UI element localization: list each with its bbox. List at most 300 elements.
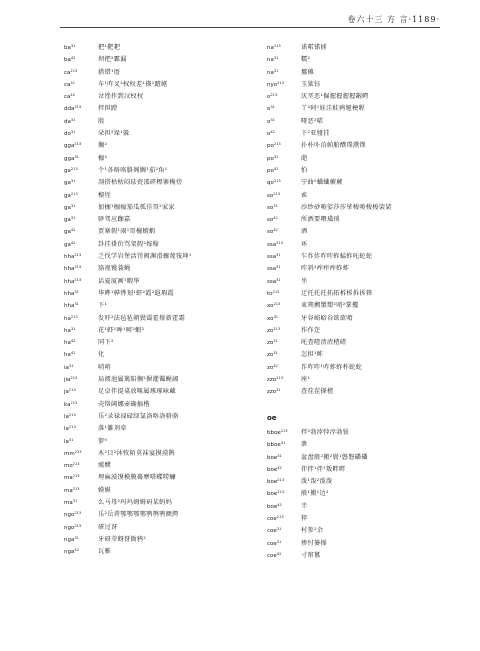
pinyin-syllable: o: [267, 94, 271, 101]
character-list: 貉视镬蓑蝇: [98, 265, 131, 273]
pinyin-syllable: ca: [64, 81, 71, 88]
character-list: 把¹靶耙: [98, 44, 121, 51]
dictionary-entry: [64, 384, 254, 396]
pinyin-syllable: na: [267, 57, 274, 64]
pinyin-syllable: coe: [267, 552, 277, 559]
character-list: 宁曲²蛐蛐蕨蕨: [301, 179, 343, 187]
tone-number: 213: [280, 428, 288, 433]
character-list: 牙砑芽蚜伢衙鸦²: [98, 535, 147, 543]
pinyin-syllable: so: [267, 192, 274, 199]
dictionary-entry: [267, 52, 447, 64]
section-heading: oe: [267, 413, 277, 422]
tone-number: 213: [74, 142, 82, 147]
character-list: 瘼醭: [98, 462, 111, 470]
tone-number: 31: [74, 289, 79, 294]
character-list: 挪傩: [301, 68, 314, 76]
tone-number: 213: [70, 314, 78, 319]
dictionary-entry: [267, 138, 447, 150]
character-list: 乐²岳谔鄂鄂鄂鄂鹗鹗鹗额腭: [98, 511, 179, 519]
pinyin-syllable: ca: [64, 69, 71, 76]
character-list: 乐²录禄禄碌绿氯洛咯洛骆骆: [98, 412, 179, 420]
character-list: 华晔¹骅铧划¹虾²霞²遐瑕霞: [98, 289, 174, 297]
tone-number: 213: [74, 265, 82, 270]
tone-number: 31: [276, 277, 281, 282]
pinyin-syllable: po: [267, 167, 274, 174]
dictionary-entry: [267, 523, 447, 535]
tone-number: 42: [276, 551, 282, 556]
pinyin-syllable: ma: [64, 487, 73, 494]
dictionary-entry: [267, 323, 447, 335]
character-list: 扑朴卟泊帕舶醭璞濮镤: [301, 142, 366, 150]
character-list: 糯²: [301, 56, 311, 64]
dictionary-entry: [64, 532, 254, 544]
tone-number: 213: [68, 425, 76, 430]
dictionary-entry: [64, 470, 254, 482]
character-list: 岔锉拃到汉杈杈: [98, 93, 144, 101]
pinyin-label: [267, 548, 301, 562]
dictionary-entry: [64, 163, 254, 175]
tone-number: 42: [273, 166, 279, 171]
left-column: [64, 40, 254, 556]
character-list: 怎担¹鲊: [301, 351, 324, 359]
character-list: 迁托托托拓拓柝柝拆拆箨: [301, 289, 373, 297]
character-list: 花¹虾¹哞¹呵²蝦²: [98, 326, 145, 334]
pinyin-syllable: da: [64, 118, 71, 125]
character-list: 坝把²霸漏: [98, 56, 127, 64]
pinyin-syllable: o: [267, 131, 271, 138]
dictionary-entry: [64, 249, 254, 261]
pinyin-syllable: la: [64, 438, 69, 445]
dictionary-entry: [64, 335, 254, 347]
character-list: 玉狱钰: [301, 80, 321, 88]
character-list: 驿驾应跏嘉: [98, 216, 131, 224]
dictionary-entry: [267, 548, 447, 560]
tone-number: 31: [273, 314, 279, 319]
pinyin-syllable: hha: [64, 254, 75, 261]
dictionary-entry: [64, 40, 254, 52]
character-list: 诺喏锘掳: [301, 44, 327, 51]
character-list: 泄: [301, 441, 308, 449]
tone-number: 31: [74, 302, 79, 307]
tone-number: 31: [70, 80, 75, 85]
pinyin-syllable: ssa: [267, 241, 277, 248]
tone-number: 42: [277, 502, 282, 507]
tone-number: 213: [273, 44, 281, 48]
tone-number: 213: [70, 400, 78, 405]
dictionary-entry: [267, 384, 447, 396]
tone-number: 31: [70, 130, 76, 135]
character-list: 剖搭枯枯闷珐瓷邵碎檫寨桷傍: [98, 179, 183, 187]
tone-number: 42: [70, 351, 76, 356]
pinyin-syllable: ga: [64, 204, 71, 211]
character-list: 车¹咋叉²权杈差¹搽¹蹅岖: [98, 80, 168, 88]
character-list: 诈咋咋¹咋蚱蚱柞蛇蛇: [301, 363, 363, 371]
character-list: 乏伐学岩堡活罚阀渊滑骤蔑筏坤¹: [98, 253, 192, 261]
pinyin-syllable: xo: [267, 315, 274, 322]
pinyin-syllable: boe: [267, 503, 278, 510]
dictionary-entry: [64, 77, 254, 89]
character-list: 个¹各咯咯胳阁搁¹茄²角¹: [98, 166, 168, 174]
pinyin-syllable: ngo: [64, 524, 75, 531]
character-list: 下²亚娅挂: [301, 130, 330, 138]
pinyin-syllable: zo: [267, 364, 274, 371]
character-list: 埋麻漠馍模膜蓦摩嗒蝶唠蠊: [98, 474, 176, 482]
pinyin-syllable: ma: [64, 475, 73, 482]
page-header: 卷六十三 方 言·1189·: [347, 15, 440, 24]
character-list: 拌担蹬: [98, 105, 118, 113]
tone-number: 213: [70, 68, 78, 73]
pinyin-syllable: boe: [267, 479, 278, 486]
tone-number: 42: [74, 548, 79, 553]
character-list: 箩⁰: [98, 437, 108, 445]
dictionary-entry: [64, 495, 254, 507]
tone-number: 42: [270, 130, 275, 135]
character-list: 足卓伴提桌放啄属琢琢咏藏: [98, 388, 176, 396]
tone-number: 31: [270, 105, 275, 110]
dictionary-entry: [64, 360, 254, 372]
tone-number: 31: [74, 535, 79, 540]
dictionary-entry: [64, 434, 254, 446]
character-list: 加枷¹枷痂笳瓜孤佳哥²家家: [98, 203, 175, 211]
pinyin-syllable: ngo: [64, 512, 75, 519]
dictionary-entry: [64, 409, 254, 421]
character-list: 村参²余: [301, 527, 324, 535]
tone-number: 213: [273, 326, 281, 331]
tone-number: 31: [70, 179, 76, 184]
character-list: 搁²: [98, 142, 108, 150]
character-list: 枷²: [98, 154, 108, 162]
character-list: 殷: [98, 117, 105, 125]
pinyin-syllable: gga: [64, 155, 75, 162]
tone-number: 31: [273, 68, 279, 73]
dictionary-entry: [267, 274, 447, 286]
character-list: 嫫嫫: [98, 486, 111, 494]
dictionary-entry: [267, 286, 447, 298]
dictionary-entry: [267, 224, 447, 236]
tone-number: 213: [277, 478, 285, 483]
pinyin-syllable: po: [267, 143, 274, 150]
dictionary-entry: [64, 114, 254, 126]
dictionary-entry: [64, 347, 254, 359]
character-list: 措错¹厝: [98, 68, 121, 76]
character-list: 么马母²玛玛姆姆码某蚂妈: [98, 498, 173, 506]
pinyin-syllable: ia: [64, 364, 69, 371]
tone-number: 42: [70, 228, 76, 233]
character-list: 洒: [301, 228, 308, 236]
pinyin-syllable: na: [267, 69, 274, 76]
character-list: 怕: [301, 166, 308, 174]
tone-number: 31: [74, 154, 79, 159]
pinyin-syllable: ba: [64, 45, 71, 51]
character-list: 话夏厦画¹暇华: [98, 277, 140, 285]
dictionary-entry: [267, 474, 447, 486]
pinyin-syllable: gga: [64, 143, 75, 150]
dictionary-entry: [64, 446, 254, 458]
tone-number: 213: [273, 142, 281, 147]
tone-number: 213: [272, 289, 280, 294]
dictionary-entry: [267, 163, 447, 175]
character-list: 泼¹泼²泼泼: [301, 478, 333, 486]
tone-number: 31: [70, 203, 76, 208]
pinyin-label: [64, 544, 98, 558]
dictionary-entry: [64, 101, 254, 113]
pinyin-syllable: ja: [64, 389, 69, 396]
tone-number: 31: [276, 388, 281, 393]
pinyin-syllable: boe: [267, 466, 278, 473]
tone-number: 213: [74, 253, 82, 258]
tone-number: 42: [273, 216, 278, 221]
pinyin-syllable: po: [267, 155, 274, 162]
dictionary-entry: [267, 536, 447, 548]
character-list: 落¹雒剂牵: [98, 425, 127, 433]
dictionary-entry: [267, 200, 447, 212]
tone-number: 213: [68, 388, 76, 393]
tone-number: 213: [74, 523, 82, 528]
pinyin-syllable: so: [267, 217, 274, 224]
tone-number: 31: [70, 44, 76, 48]
tone-number: 213: [273, 302, 281, 307]
pinyin-syllable: qo: [267, 180, 274, 187]
pinyin-syllable: ga: [64, 229, 71, 236]
dictionary-entry: [267, 511, 447, 523]
pinyin-syllable: ha: [64, 352, 71, 359]
tone-number: 42: [273, 363, 278, 368]
pinyin-syllable: ssa: [267, 278, 277, 285]
character-list: 哑恶²喏: [301, 117, 324, 125]
dictionary-entry: [64, 175, 254, 187]
tone-number: 42: [277, 465, 282, 470]
pinyin-syllable: mm: [64, 450, 75, 457]
character-list: 半: [301, 502, 308, 510]
dictionary-entry: [267, 486, 447, 498]
pinyin-syllable: bboe: [267, 429, 281, 436]
pinyin-syllable: nyo: [267, 81, 278, 88]
character-list: 惨忖篓掸: [301, 539, 327, 547]
pinyin-syllable: ga: [64, 241, 71, 248]
dictionary-entry: [267, 499, 447, 511]
pinyin-syllable: so: [267, 204, 274, 211]
tone-number: 213: [68, 412, 76, 417]
dictionary-entry: [64, 151, 254, 163]
tone-number: 213: [276, 240, 283, 245]
dictionary-entry: [64, 507, 254, 519]
character-list: 所洒要喂璜琐: [301, 216, 340, 224]
character-list: 发吓²法毡毡朝鬓霭霍鬃新霍霜: [98, 314, 186, 322]
tone-number: 213: [273, 179, 281, 184]
pinyin-syllable: boe: [267, 491, 278, 498]
dictionary-entry: [64, 544, 254, 556]
tone-number: 31: [270, 117, 275, 122]
character-list: 环: [301, 240, 308, 248]
tone-number: 213: [74, 277, 82, 282]
tone-number: 31: [273, 203, 278, 208]
pinyin-syllable: ga: [64, 180, 71, 187]
character-list: 束朔搠槊槊²哨²掌攫: [301, 302, 359, 310]
pinyin-syllable: do: [64, 131, 71, 138]
pinyin-syllable: coe: [267, 528, 277, 535]
pinyin-syllable: ssa: [267, 254, 277, 261]
pinyin-syllable: zo: [267, 352, 274, 359]
tone-number: 42: [70, 56, 76, 61]
pinyin-syllable: ha: [64, 340, 71, 347]
dictionary-entry: [64, 311, 254, 323]
character-list: 猝: [301, 514, 308, 522]
tone-number: 213: [276, 376, 283, 381]
character-list: 索: [301, 191, 308, 199]
pinyin-syllable: bboe: [267, 442, 281, 449]
pinyin-syllable: hha: [64, 266, 75, 273]
character-list: 作作迮: [301, 326, 321, 334]
tone-number: 213: [74, 105, 82, 110]
character-list: 局阅池属篱陷搁²摒灌镯蝇阔: [98, 376, 179, 384]
dictionary-entry: [64, 286, 254, 298]
character-list: 丫²阿¹娃洼蛙鸦娅梗喔: [301, 105, 365, 113]
dictionary-entry: [64, 224, 254, 236]
dictionary-entry: [267, 437, 447, 449]
dictionary-entry: [64, 126, 254, 138]
tone-number: 42: [70, 240, 76, 245]
pinyin-syllable: zo: [267, 340, 274, 347]
tone-number: 31: [276, 527, 282, 532]
dictionary-entry: [267, 347, 447, 359]
tone-number: 31: [70, 326, 76, 331]
pinyin-syllable: boe: [267, 454, 278, 461]
character-list: 伴拌¹伴¹叛畔畔: [301, 465, 346, 473]
pinyin-syllable: jia: [64, 377, 71, 384]
tone-number: 42: [70, 93, 75, 98]
pinyin-syllable: la: [64, 413, 69, 420]
tone-number: 213: [277, 80, 284, 85]
tone-number: 31: [70, 117, 76, 122]
character-list: 坐: [301, 277, 308, 285]
dictionary-entry: [64, 372, 254, 384]
tone-number: 31: [72, 498, 78, 503]
pinyin-syllable: ha: [64, 315, 71, 322]
pinyin-syllable: hha: [64, 278, 75, 285]
dictionary-entry: [64, 138, 254, 150]
character-list: 葩: [301, 154, 308, 162]
character-list: 乍炸炸咋咋蚱蜢蚱吒蛇蛇: [301, 253, 373, 261]
tone-number: 213: [74, 449, 82, 454]
pinyin-syllable: ga: [64, 192, 71, 199]
pinyin-syllable: ka: [64, 401, 71, 408]
pinyin-syllable: ma: [64, 499, 73, 506]
tone-number: 31: [276, 539, 282, 544]
tone-number: 31: [280, 441, 286, 446]
tone-number: 213: [277, 490, 285, 495]
character-list: 朵担²垛¹躲: [98, 130, 130, 138]
tone-number: 213: [273, 191, 281, 196]
tone-number: 213: [270, 93, 278, 98]
tone-number: 31: [277, 453, 282, 458]
character-list: 般¹搬¹边²: [301, 490, 329, 498]
dictionary-entry: [267, 89, 447, 101]
pinyin-syllable: ga: [64, 217, 71, 224]
character-list: 拌²勃浡悖淳勃钹: [301, 428, 350, 436]
dictionary-entry: [64, 274, 254, 286]
tone-number: 213: [70, 166, 78, 171]
tone-number: 31: [276, 265, 281, 270]
pinyin-syllable: coe: [267, 540, 277, 547]
tone-number: 31: [273, 154, 279, 159]
pinyin-syllable: nga: [64, 549, 75, 556]
pinyin-syllable: ha: [64, 327, 71, 334]
pinyin-syllable: na: [267, 45, 274, 51]
tone-number: 42: [70, 339, 76, 344]
dictionary-entry: [267, 175, 447, 187]
tone-number: 213: [74, 511, 82, 516]
dictionary-entry: [64, 237, 254, 249]
pinyin-syllable: coe: [267, 515, 277, 522]
dictionary-entry: [64, 52, 254, 64]
character-list: 寸窜篡: [301, 551, 321, 559]
pinyin-syllable: ba: [64, 57, 71, 64]
pinyin-syllable: o: [267, 118, 271, 125]
character-list: 盆盘般²搬²鬓¹磐磐磻磻: [301, 453, 368, 461]
pinyin-syllable: hha: [64, 290, 75, 297]
dictionary-entry: [267, 126, 447, 138]
character-list: 牙谷峪峪谷欲欲唷: [301, 314, 353, 322]
character-list: 瓦雅: [98, 548, 111, 556]
character-list: 厌垩恶¹倔握握握握龌鳄: [301, 93, 369, 101]
character-list: 查茬茬搽楂: [301, 388, 334, 396]
tone-number: 213: [72, 474, 80, 479]
pinyin-syllable: xo: [267, 303, 274, 310]
dictionary-entry: [267, 360, 447, 372]
pinyin-syllable: zzo: [267, 377, 277, 384]
pinyin-syllable: zo: [267, 327, 274, 334]
tone-number: 31: [68, 437, 74, 442]
pinyin-syllable: hha: [64, 303, 75, 310]
dictionary-entry: [267, 298, 447, 310]
tone-number: 31: [68, 363, 74, 368]
character-list: 榱垤: [98, 191, 111, 199]
pinyin-syllable: ga: [64, 167, 71, 174]
dictionary-entry: [267, 249, 447, 261]
character-list: 沙纱砂唆娑莎莎挲梭唆梭梭裟裟: [301, 203, 392, 211]
pinyin-syllable: to: [267, 290, 273, 297]
character-list: 研过讶: [98, 523, 118, 531]
dictionary-entry: [267, 188, 447, 200]
pinyin-syllable: zzo: [267, 389, 277, 396]
pinyin-syllable: ca: [64, 94, 71, 101]
dictionary-entry: [64, 65, 254, 77]
pinyin-syllable: o: [267, 106, 271, 113]
character-list: 卦挂褂价骂架假²嫁稼: [98, 240, 160, 248]
header-rule: [60, 27, 440, 28]
tone-number: 213: [70, 191, 78, 196]
character-list: 咋斜²痄痄痄蚱蚱: [301, 265, 350, 273]
dictionary-entry: [267, 65, 447, 77]
right-column: [267, 40, 447, 560]
pinyin-syllable: la: [64, 426, 69, 433]
pinyin-syllable: so: [267, 229, 274, 236]
tone-number: 213: [70, 376, 78, 381]
character-list: 下¹: [98, 302, 108, 310]
pinyin-label: [267, 384, 301, 398]
pinyin-syllable: dda: [64, 106, 75, 113]
dictionary-entry: [267, 425, 447, 437]
pinyin-syllable: mo: [64, 463, 73, 470]
dictionary-entry: [267, 40, 447, 52]
pinyin-syllable: nga: [64, 536, 75, 543]
tone-number: 31: [70, 216, 76, 221]
tone-number: 31: [273, 351, 278, 356]
tone-number: 213: [72, 462, 80, 467]
tone-number: 42: [273, 228, 278, 233]
character-list: 哨哨: [98, 363, 111, 371]
dictionary-entry: [267, 101, 447, 113]
